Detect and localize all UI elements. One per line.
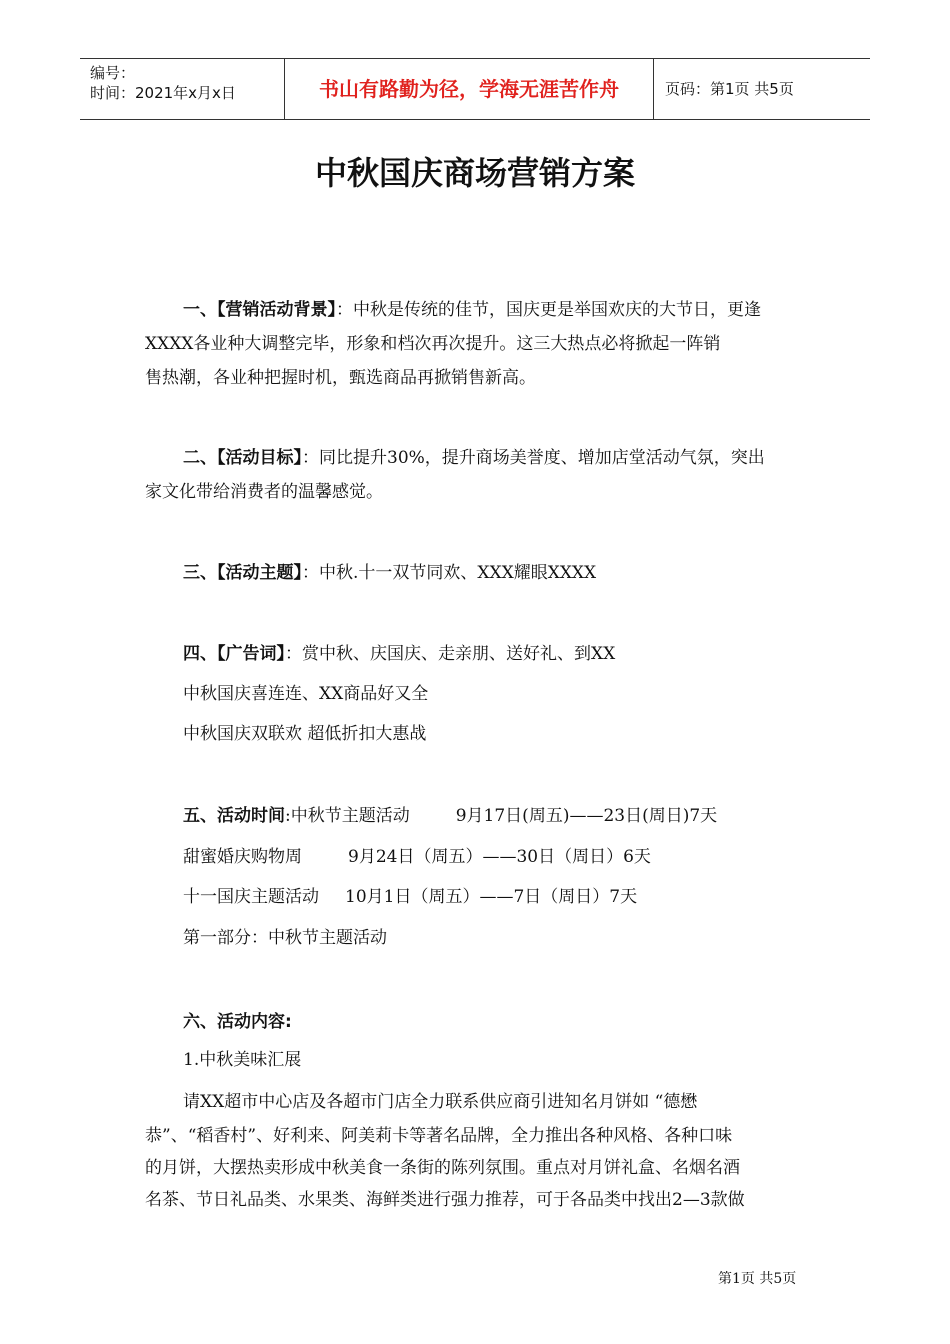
page-footer: 第1页 共5页 — [718, 1271, 797, 1287]
s4-line2: 中秋国庆喜连连、XX商品好又全 — [183, 684, 429, 704]
header-meta — [90, 63, 236, 103]
page-header — [80, 58, 870, 120]
s6-p4: 名茶、节日礼品类、水果类、海鲜类进行强力推荐，可于各品类中找出2—3款做 — [145, 1190, 745, 1210]
s5-heading: 五、活动时间 — [183, 806, 285, 826]
s3-line: 三、【活动主题】：中秋.十一双节同欢、XXX耀眼XXXX — [183, 563, 597, 583]
s6-heading: 六、活动内容: — [183, 1012, 292, 1032]
header-motto: 书山有路勤为径，学海无涯苦作舟 — [319, 77, 619, 101]
s2-line1: 二、【活动目标】：同比提升30%，提升商场美誉度、增加店堂活动气氛，突出 — [183, 448, 765, 468]
s6-p3: 的月饼，大摆热卖形成中秋美食一条街的陈列氛围。重点对月饼礼盒、名烟名酒 — [145, 1158, 740, 1178]
s6-p1: 请XX超市中心店及各超市门店全力联系供应商引进知名月饼如 “德懋 — [183, 1092, 698, 1112]
s5-row2-date: 9月24日（周五）——30日（周日）6天 — [348, 847, 651, 867]
serial-label: 编号： — [90, 64, 136, 82]
time-label: 时间：2021年x月x日 — [90, 84, 236, 102]
s6-sub1: 1.中秋美味汇展 — [183, 1050, 302, 1070]
s4-line3: 中秋国庆双联欢 超低折扣大惠战 — [183, 724, 427, 744]
header-divider — [653, 59, 654, 119]
s2-line2: 家文化带给消费者的温馨感觉。 — [145, 482, 383, 502]
document-title: 中秋国庆商场营销方案 — [314, 154, 635, 192]
s1-line1: 一、【营销活动背景】：中秋是传统的佳节，国庆更是举国欢庆的大节日，更逢 — [183, 300, 761, 320]
s5-part: 第一部分：中秋节主题活动 — [183, 928, 387, 948]
s5-row1: 五、活动时间:中秋节主题活动 9月17日(周五)——23日(周日)7天 — [183, 806, 718, 826]
s5-row1-date: 9月17日(周五)——23日(周日)7天 — [455, 806, 718, 826]
s5-row3-date: 10月1日（周五）——7日（周日）7天 — [345, 887, 638, 907]
s5-row3: 十一国庆主题活动 10月1日（周五）——7日（周日）7天 — [183, 887, 638, 907]
s1-heading: 一、【营销活动背景】 — [183, 300, 336, 320]
s4-line1: 四、【广告词】：赏中秋、庆国庆、走亲朋、送好礼、到XX — [183, 644, 616, 664]
s1-line3: 售热潮，各业种把握时机，甄选商品再掀销售新高。 — [145, 368, 536, 388]
s3-heading: 三、【活动主题】 — [183, 563, 302, 583]
s4-heading: 四、【广告词】 — [183, 644, 285, 664]
s1-line2: XXXX各业种大调整完毕，形象和档次再次提升。这三大热点必将掀起一阵销 — [145, 334, 721, 354]
s6-p2: 恭”、“稻香村”、好利来、阿美莉卡等著名品牌，全力推出各种风格、各种口味 — [145, 1126, 733, 1146]
s5-row2: 甜蜜婚庆购物周 9月24日（周五）——30日（周日）6天 — [183, 847, 651, 867]
s2-heading: 二、【活动目标】 — [183, 448, 302, 468]
header-page-info: 页码：第1页 共5页 — [665, 80, 794, 98]
